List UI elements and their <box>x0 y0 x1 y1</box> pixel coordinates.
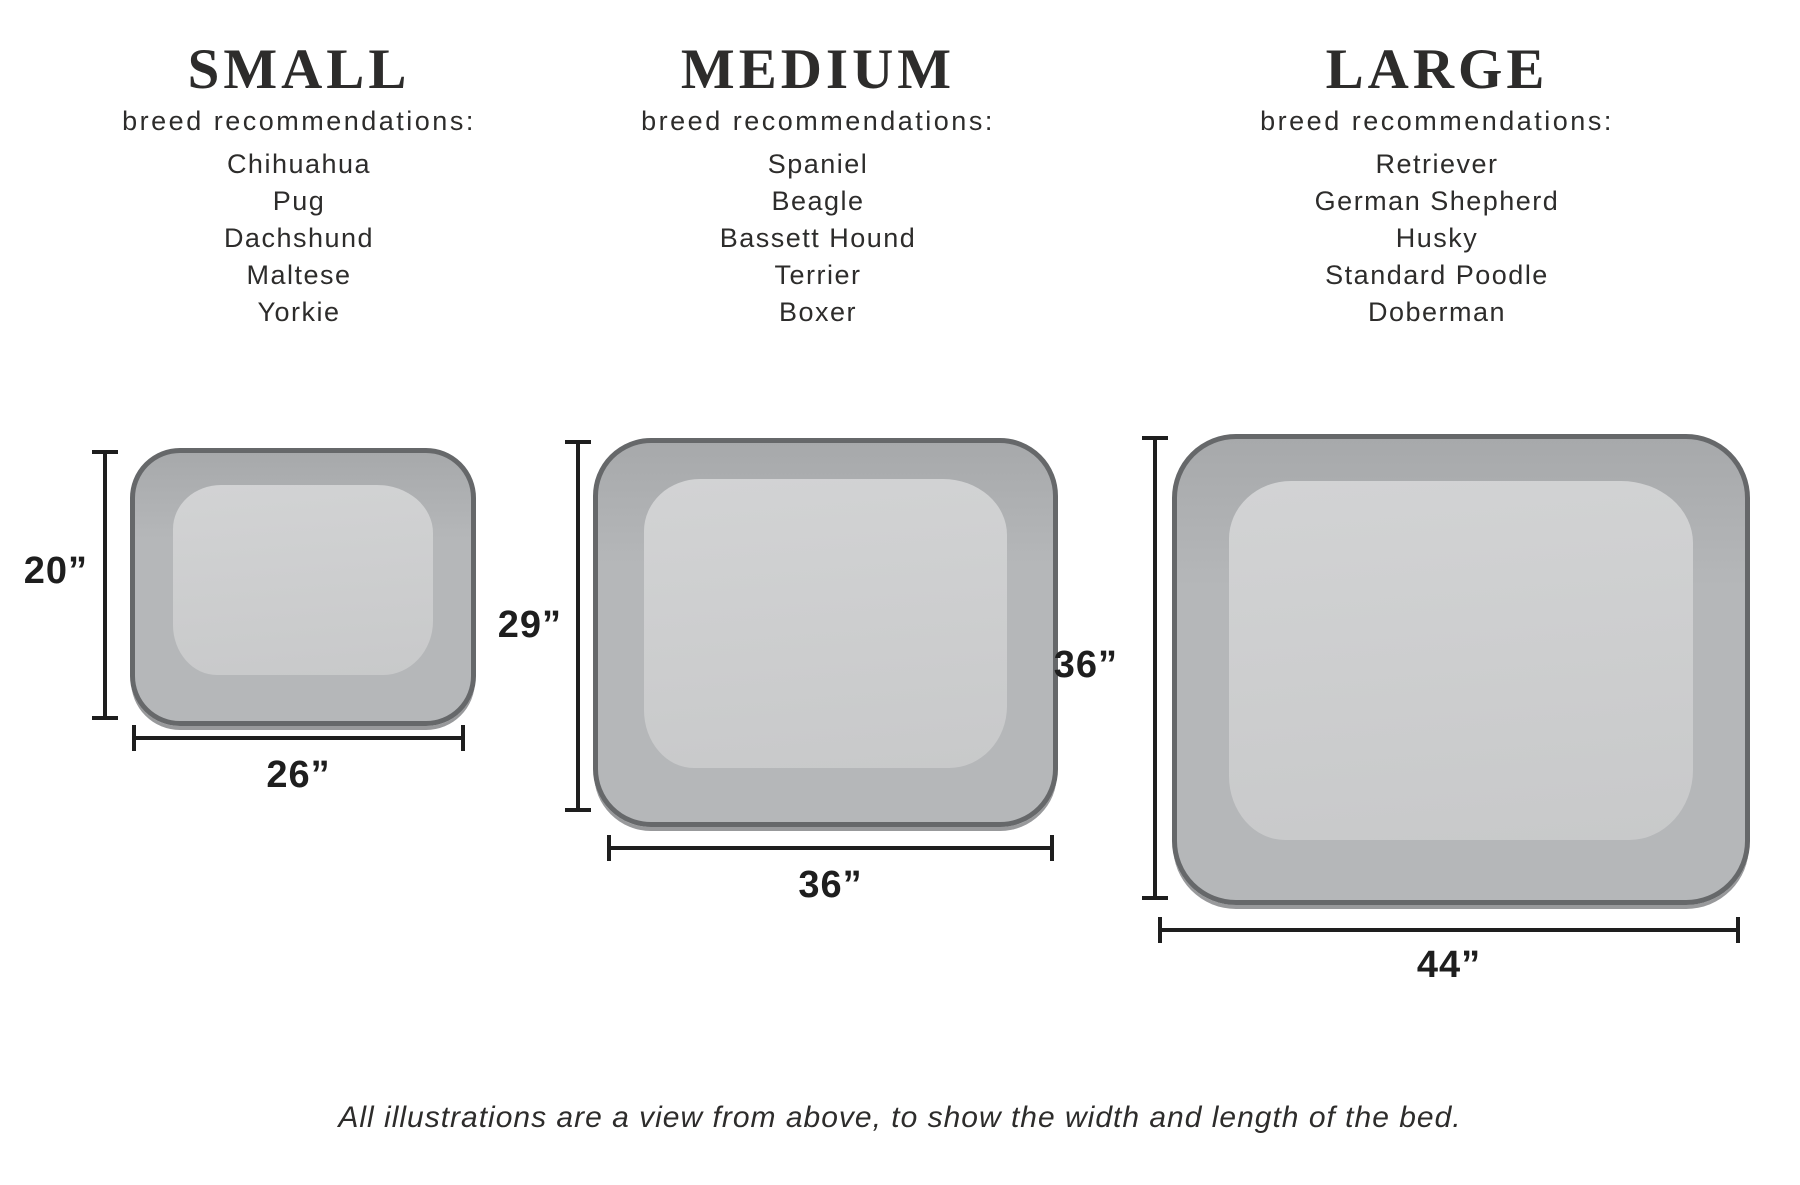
small-width-label: 26” <box>266 754 331 796</box>
size-title-large: LARGE <box>1325 38 1549 101</box>
large-height-dimension-line <box>1142 436 1168 900</box>
column-medium <box>578 40 1058 331</box>
dimension-line-segment <box>1158 928 1740 932</box>
bed-cushion <box>1229 481 1693 840</box>
breed-list-medium <box>578 146 1058 331</box>
dimension-cap <box>461 725 465 751</box>
medium-width-dimension-line <box>607 835 1054 861</box>
breed-item: Retriever <box>1375 149 1499 179</box>
medium-height-dimension-line <box>565 440 591 812</box>
large-width-label: 44” <box>1416 944 1482 986</box>
small-height-dimension-line <box>92 450 118 720</box>
breed-item: Spaniel <box>767 149 869 179</box>
size-title-medium: MEDIUM <box>680 38 956 101</box>
dimension-line-segment <box>103 450 107 720</box>
dimension-cap <box>92 716 118 720</box>
dimension-line-segment <box>1153 436 1157 900</box>
column-small <box>59 40 539 331</box>
medium-bed-illustration <box>593 438 1058 827</box>
large-height-label: 36” <box>1053 644 1118 686</box>
breed-item: Maltese <box>246 260 352 290</box>
large-width-dimension-line <box>1158 917 1740 943</box>
breed-item: Pug <box>272 186 326 216</box>
breed-item: Husky <box>1395 223 1479 253</box>
size-title-small: SMALL <box>187 38 411 101</box>
breed-item: Terrier <box>774 260 862 290</box>
breed-item: Chihuahua <box>226 149 372 179</box>
small-width-dimension-line <box>132 725 465 751</box>
small-height-label: 20” <box>23 550 88 592</box>
dimension-cap <box>565 808 591 812</box>
medium-width-label: 36” <box>798 864 863 906</box>
dimension-line-segment <box>132 736 465 740</box>
breed-item: Bassett Hound <box>719 223 917 253</box>
dimension-line-segment <box>607 846 1054 850</box>
breed-item: Yorkie <box>257 297 341 327</box>
breed-item: Standard Poodle <box>1325 260 1549 290</box>
footer-note: All illustrations are a view from above, to show the width and length of the bed. <box>338 1101 1462 1134</box>
breed-list-large <box>1197 146 1677 331</box>
breed-item: Beagle <box>771 186 865 216</box>
medium-height-label: 29” <box>497 604 562 646</box>
size-subtitle-large: breed recommendations: <box>1260 106 1614 136</box>
small-bed-illustration <box>130 448 476 726</box>
large-bed-illustration <box>1172 434 1750 905</box>
breed-item: Doberman <box>1367 297 1507 327</box>
column-large <box>1197 40 1677 331</box>
breed-item: German Shepherd <box>1314 186 1560 216</box>
breed-item: Dachshund <box>223 223 375 253</box>
dimension-line-segment <box>576 440 580 812</box>
bed-cushion <box>173 485 433 675</box>
dimension-cap <box>1142 896 1168 900</box>
breed-item: Boxer <box>778 297 858 327</box>
dimension-cap <box>1736 917 1740 943</box>
breed-list-small <box>59 146 539 331</box>
size-subtitle-small: breed recommendations: <box>122 106 476 136</box>
bed-cushion <box>644 479 1007 768</box>
dimension-cap <box>1050 835 1054 861</box>
size-subtitle-medium: breed recommendations: <box>641 106 995 136</box>
